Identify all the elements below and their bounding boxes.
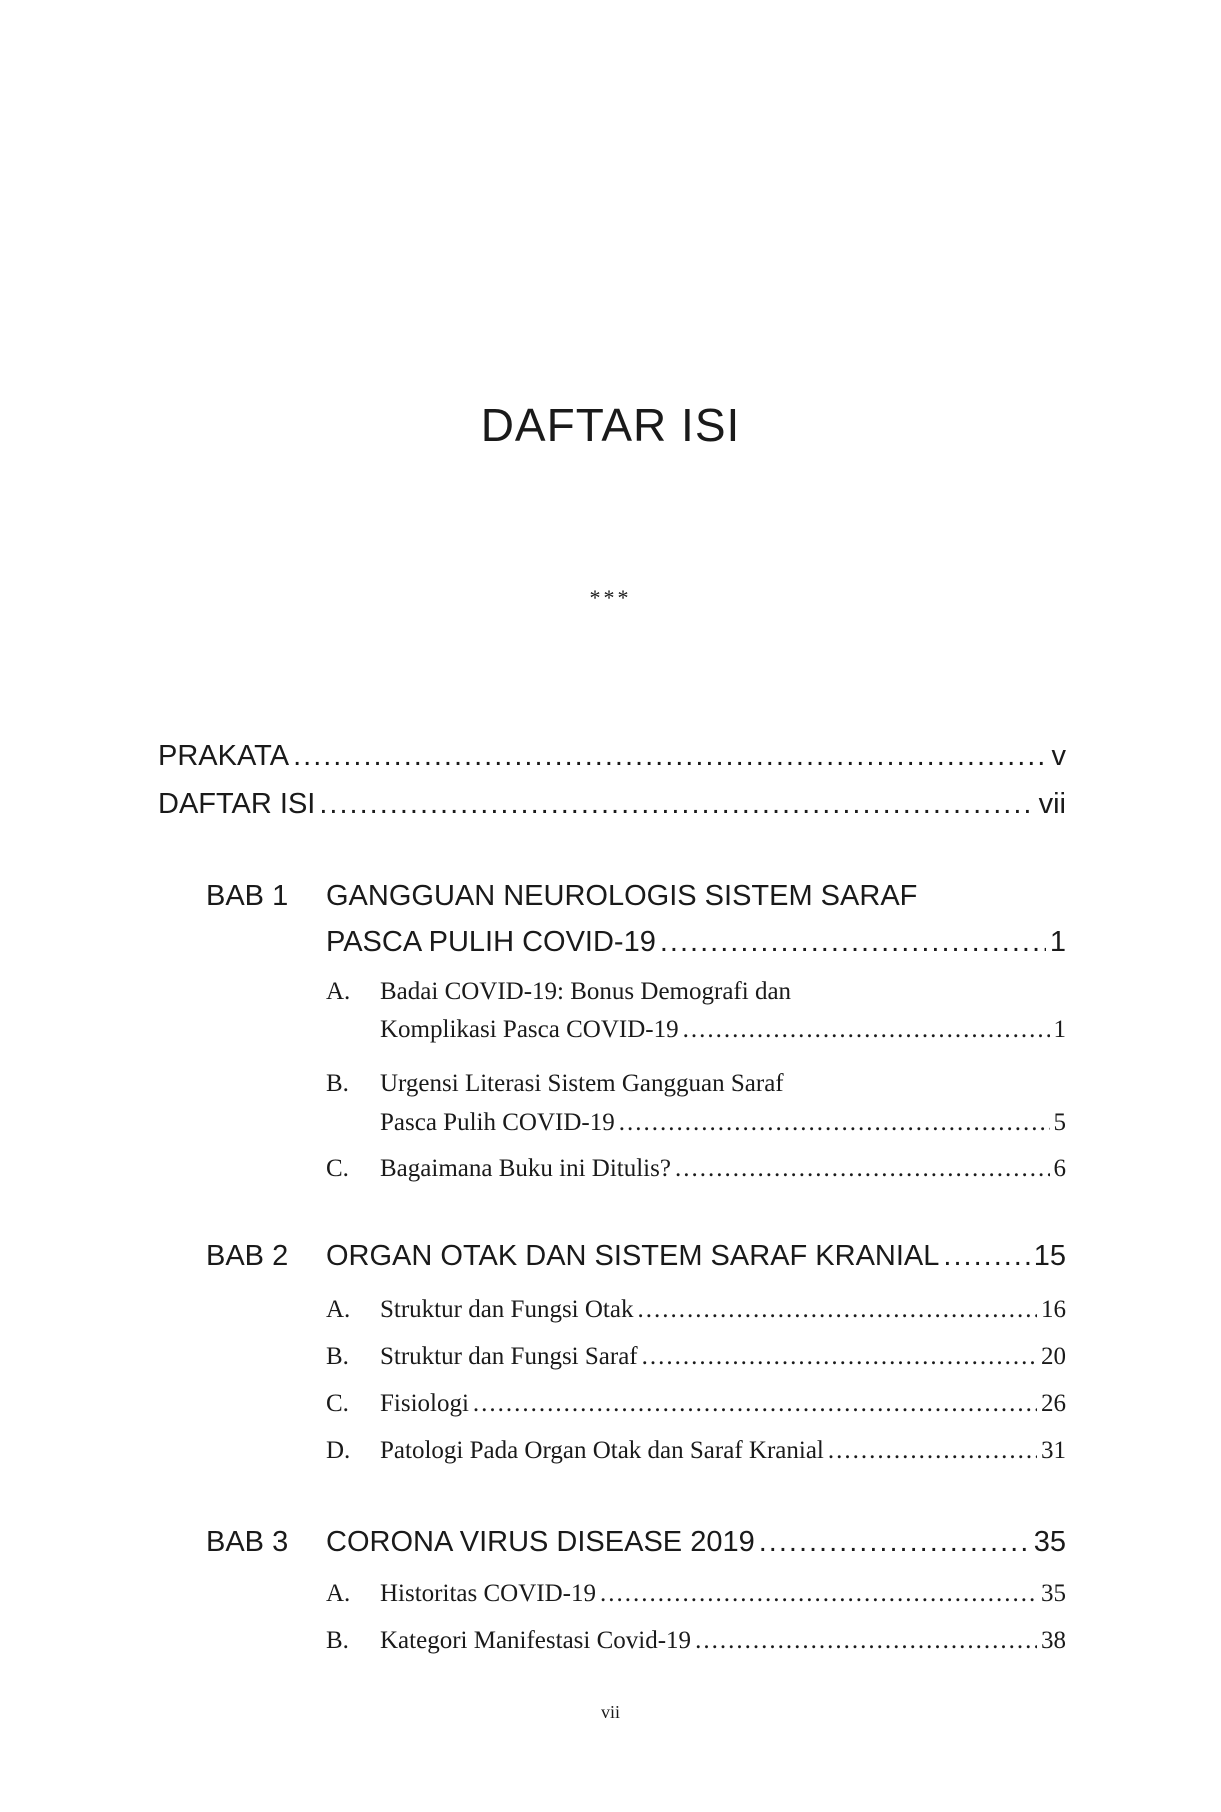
chapter-label: BAB 3 xyxy=(206,1526,289,1558)
dot-leader xyxy=(828,1437,1037,1465)
toc-page-number: 31 xyxy=(1041,1437,1066,1464)
toc-section-2d[interactable] xyxy=(380,1437,1066,1465)
toc-section-1a[interactable] xyxy=(380,1016,1066,1044)
section-title: Patologi Pada Organ Otak dan Saraf Kranial xyxy=(380,1437,824,1464)
section-title-line1[interactable]: Badai COVID-19: Bonus Demografi dan xyxy=(380,978,792,1005)
chapter-title: CORONA VIRUS DISEASE 2019 xyxy=(326,1526,755,1558)
section-letter: A. xyxy=(326,1296,351,1323)
section-title: Kategori Manifestasi Covid-19 xyxy=(380,1627,692,1654)
dot-leader xyxy=(637,1296,1037,1324)
dot-leader xyxy=(642,1343,1037,1371)
section-title: Struktur dan Fungsi Otak xyxy=(380,1296,634,1323)
dot-leader xyxy=(683,1016,1050,1044)
toc-page-number: 1 xyxy=(1049,926,1066,958)
dot-leader xyxy=(619,1109,1050,1137)
section-letter: C. xyxy=(326,1155,349,1182)
toc-section-1b[interactable] xyxy=(380,1109,1066,1137)
section-letter: B. xyxy=(326,1627,349,1654)
section-title: Fisiologi xyxy=(380,1390,469,1417)
section-letter: B. xyxy=(326,1070,349,1097)
toc-page-number: 1 xyxy=(1053,1016,1066,1043)
dot-leader xyxy=(660,926,1046,959)
toc-chapter-2[interactable] xyxy=(326,1240,1066,1273)
toc-entry-label: DAFTAR ISI xyxy=(158,788,316,820)
dot-leader xyxy=(293,740,1047,773)
section-title-line2: Komplikasi Pasca COVID-19 xyxy=(380,1016,679,1043)
chapter-label: BAB 1 xyxy=(206,880,289,912)
section-letter: D. xyxy=(326,1437,351,1464)
toc-chapter-1[interactable] xyxy=(326,926,1066,959)
toc-page-number: 35 xyxy=(1041,1580,1066,1607)
toc-section-3a[interactable] xyxy=(380,1580,1066,1608)
toc-section-2c[interactable] xyxy=(380,1390,1066,1418)
toc-page-number: 26 xyxy=(1041,1390,1066,1417)
toc-page-number: 35 xyxy=(1033,1526,1066,1558)
chapter-title-line1[interactable]: GANGGUAN NEUROLOGIS SISTEM SARAF xyxy=(326,880,918,912)
toc-chapter-3[interactable] xyxy=(326,1526,1066,1559)
toc-page-number: 16 xyxy=(1041,1296,1066,1323)
dot-leader xyxy=(695,1627,1037,1655)
dot-leader xyxy=(943,1240,1029,1273)
ornament-divider: *** xyxy=(589,585,632,610)
toc-page-number: v xyxy=(1051,740,1066,772)
toc-section-1c[interactable] xyxy=(380,1155,1066,1183)
toc-page-number: 20 xyxy=(1041,1343,1066,1370)
toc-section-3b[interactable] xyxy=(380,1627,1066,1655)
toc-section-2b[interactable] xyxy=(380,1343,1066,1371)
chapter-label: BAB 2 xyxy=(206,1240,289,1272)
toc-page-number: 15 xyxy=(1033,1240,1066,1272)
dot-leader xyxy=(600,1580,1037,1608)
footer-page-number: vii xyxy=(600,1702,620,1722)
toc-page-number: 38 xyxy=(1041,1627,1066,1654)
section-title: Struktur dan Fungsi Saraf xyxy=(380,1343,638,1370)
toc-entry-prakata[interactable] xyxy=(158,740,1066,773)
dot-leader xyxy=(319,788,1034,821)
section-title-line1[interactable]: Urgensi Literasi Sistem Gangguan Saraf xyxy=(380,1070,784,1097)
section-letter: B. xyxy=(326,1343,349,1370)
toc-section-2a[interactable] xyxy=(380,1296,1066,1324)
section-title: Bagaimana Buku ini Ditulis? xyxy=(380,1155,671,1182)
toc-entry-label: PRAKATA xyxy=(158,740,290,772)
toc-page-number: 6 xyxy=(1053,1155,1066,1182)
chapter-title-line2: PASCA PULIH COVID-19 xyxy=(326,926,656,958)
dot-leader xyxy=(675,1155,1050,1183)
dot-leader xyxy=(473,1390,1037,1418)
toc-entry-daftar-isi[interactable] xyxy=(158,788,1066,821)
section-title: Historitas COVID-19 xyxy=(380,1580,596,1607)
section-title-line2: Pasca Pulih COVID-19 xyxy=(380,1109,615,1136)
dot-leader xyxy=(759,1526,1030,1559)
section-letter: C. xyxy=(326,1390,349,1417)
section-letter: A. xyxy=(326,978,351,1005)
section-letter: A. xyxy=(326,1580,351,1607)
chapter-title: ORGAN OTAK DAN SISTEM SARAF KRANIAL xyxy=(326,1240,940,1272)
toc-page-number: 5 xyxy=(1053,1109,1066,1136)
toc-page-number: vii xyxy=(1038,788,1066,820)
page-title: DAFTAR ISI xyxy=(480,399,741,451)
